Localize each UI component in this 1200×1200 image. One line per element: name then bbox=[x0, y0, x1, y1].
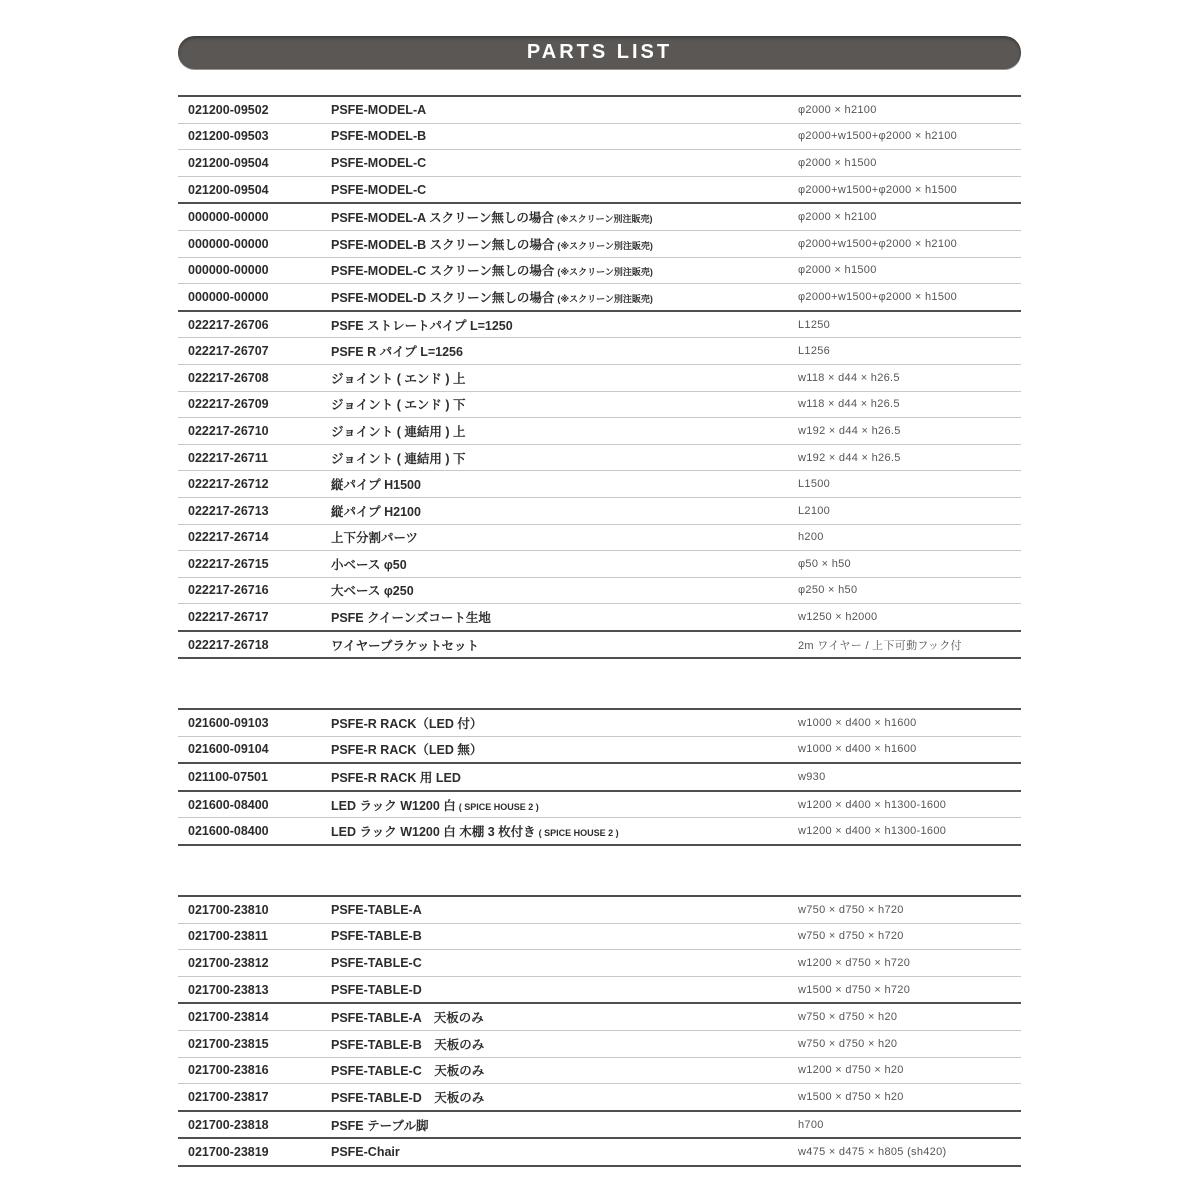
part-size: φ2000+w1500+φ2000 × h2100 bbox=[798, 237, 958, 250]
part-name-cell bbox=[331, 235, 798, 253]
part-name-cell bbox=[331, 1116, 798, 1134]
part-code: 021200-09503 bbox=[188, 129, 269, 144]
part-name-cell bbox=[331, 768, 798, 786]
part-name-cell bbox=[331, 1035, 798, 1053]
part-code: 021700-23819 bbox=[188, 1145, 269, 1160]
table-row bbox=[178, 1058, 1021, 1085]
part-name: PSFE ストレートパイプ L=1250 bbox=[331, 318, 513, 333]
part-note: (※スクリーン別注販売) bbox=[557, 267, 653, 278]
table-row bbox=[178, 737, 1021, 765]
table-row bbox=[178, 177, 1021, 205]
part-note: (※スクリーン別注販売) bbox=[557, 293, 653, 304]
part-size: w1200 × d400 × h1300-1600 bbox=[798, 825, 947, 838]
table-row bbox=[178, 924, 1021, 951]
part-name: 縦パイプ H2100 bbox=[331, 504, 421, 519]
part-name-cell bbox=[331, 983, 798, 997]
part-name-cell bbox=[331, 316, 798, 334]
part-name-cell bbox=[331, 103, 798, 117]
part-size: φ2000+w1500+φ2000 × h1500 bbox=[798, 290, 958, 303]
page-title: PARTS LIST bbox=[526, 41, 673, 63]
part-name-cell bbox=[331, 261, 798, 279]
part-name: PSFE-TABLE-A bbox=[331, 902, 422, 917]
part-name: PSFE-MODEL-B スクリーン無しの場合 bbox=[331, 237, 555, 252]
part-code: 022217-26706 bbox=[188, 317, 269, 332]
table-row bbox=[178, 471, 1021, 498]
part-code: 022217-26717 bbox=[188, 610, 269, 625]
part-size: w192 × d44 × h26.5 bbox=[798, 424, 901, 437]
part-code: 021200-09504 bbox=[188, 182, 269, 197]
part-name: 上下分割パーツ bbox=[331, 531, 419, 546]
part-name: PSFE-TABLE-C bbox=[331, 955, 422, 970]
table-row bbox=[178, 150, 1021, 177]
table-row bbox=[178, 897, 1021, 924]
part-name-cell bbox=[331, 475, 798, 493]
part-name: PSFE-R RACK 用 LED bbox=[331, 770, 461, 785]
part-size: w1000 × d400 × h1600 bbox=[798, 716, 917, 729]
part-size: φ2000 × h1500 bbox=[798, 264, 877, 277]
part-name-cell bbox=[331, 395, 798, 413]
part-size: w750 × d750 × h720 bbox=[798, 903, 904, 916]
table-row bbox=[178, 124, 1021, 151]
part-size: L2100 bbox=[798, 504, 831, 517]
part-name-cell bbox=[331, 129, 798, 143]
part-name: PSFE テーブル脚 bbox=[331, 1118, 429, 1133]
part-name: PSFE-TABLE-D bbox=[331, 982, 422, 997]
table-row bbox=[178, 764, 1021, 792]
part-size: w1200 × d750 × h20 bbox=[798, 1064, 904, 1077]
part-code: 022217-26709 bbox=[188, 397, 269, 412]
part-size: h200 bbox=[798, 531, 824, 544]
part-size: L1500 bbox=[798, 478, 831, 491]
part-size: w750 × d750 × h20 bbox=[798, 1037, 898, 1050]
part-code: 021200-09504 bbox=[188, 155, 269, 170]
part-name-cell bbox=[331, 929, 798, 943]
table-row bbox=[178, 1139, 1021, 1167]
table-row bbox=[178, 1031, 1021, 1058]
part-size: w475 × d475 × h805 (sh420) bbox=[798, 1146, 947, 1159]
table-row bbox=[178, 604, 1021, 632]
part-name: PSFE-TABLE-B 天板のみ bbox=[331, 1037, 485, 1052]
part-name-cell bbox=[331, 1061, 798, 1079]
part-size: w1250 × h2000 bbox=[798, 611, 878, 624]
part-code: 021600-08400 bbox=[188, 824, 269, 839]
part-name: ジョイント ( エンド ) 上 bbox=[331, 371, 466, 386]
part-name: 縦パイプ H1500 bbox=[331, 478, 421, 493]
table-row bbox=[178, 977, 1021, 1005]
parts-section-tables bbox=[178, 895, 1021, 1167]
table-row bbox=[178, 338, 1021, 365]
table-row bbox=[178, 498, 1021, 525]
part-name-cell bbox=[331, 1145, 798, 1159]
part-code: 021700-23817 bbox=[188, 1089, 269, 1104]
part-name-cell bbox=[331, 581, 798, 599]
part-size: 2m ワイヤー / 上下可動フック付 bbox=[798, 639, 962, 652]
part-note: (※スクリーン別注販売) bbox=[557, 240, 653, 251]
part-size: φ2000 × h2100 bbox=[798, 211, 877, 224]
table-row bbox=[178, 551, 1021, 578]
part-code: 021700-23810 bbox=[188, 902, 269, 917]
part-code: 021700-23812 bbox=[188, 955, 269, 970]
part-size: w118 × d44 × h26.5 bbox=[798, 398, 900, 411]
table-row bbox=[178, 445, 1021, 472]
part-name-cell bbox=[331, 636, 798, 654]
part-size: φ2000+w1500+φ2000 × h2100 bbox=[798, 130, 958, 143]
part-size: w118 × d44 × h26.5 bbox=[798, 371, 900, 384]
part-name: PSFE-MODEL-D スクリーン無しの場合 bbox=[331, 290, 555, 305]
part-code: 021600-09103 bbox=[188, 715, 269, 730]
part-size: w192 × d44 × h26.5 bbox=[798, 451, 901, 464]
part-size: φ250 × h50 bbox=[798, 584, 858, 597]
table-row bbox=[178, 578, 1021, 605]
part-name: PSFE-R RACK（LED 付） bbox=[331, 716, 483, 731]
part-code: 021600-08400 bbox=[188, 797, 269, 812]
part-code: 022217-26711 bbox=[188, 450, 268, 465]
part-name: PSFE-MODEL-A bbox=[331, 102, 427, 117]
part-name-cell bbox=[331, 369, 798, 387]
part-size: w750 × d750 × h720 bbox=[798, 930, 904, 943]
part-name: 小ベース φ50 bbox=[331, 557, 407, 572]
part-name: ワイヤーブラケットセット bbox=[331, 638, 480, 653]
part-name-cell bbox=[331, 342, 798, 360]
part-name: LED ラック W1200 白 木棚 3 枚付き bbox=[331, 825, 536, 840]
part-code: 000000-00000 bbox=[188, 210, 269, 225]
part-name-cell bbox=[331, 822, 798, 840]
table-row bbox=[178, 1004, 1021, 1031]
parts-section-screens bbox=[178, 95, 1021, 659]
part-name: PSFE-MODEL-B bbox=[331, 129, 427, 144]
part-name-cell bbox=[331, 422, 798, 440]
parts-section-racks bbox=[178, 708, 1021, 846]
part-name-cell bbox=[331, 183, 798, 197]
table-row bbox=[178, 258, 1021, 285]
part-code: 021700-23816 bbox=[188, 1063, 269, 1078]
part-code: 000000-00000 bbox=[188, 263, 269, 278]
part-size: w1500 × d750 × h720 bbox=[798, 983, 911, 996]
part-code: 022217-26714 bbox=[188, 530, 269, 545]
part-size: w1200 × d750 × h720 bbox=[798, 956, 911, 969]
part-size: w1500 × d750 × h20 bbox=[798, 1090, 904, 1103]
header-banner bbox=[178, 36, 1021, 69]
table-row bbox=[178, 312, 1021, 339]
part-name-cell bbox=[331, 528, 798, 546]
part-name-cell bbox=[331, 208, 798, 226]
part-note: ( SPICE HOUSE 2 ) bbox=[538, 828, 619, 839]
part-name: PSFE-MODEL-C bbox=[331, 182, 427, 197]
table-row bbox=[178, 710, 1021, 737]
part-code: 021700-23811 bbox=[188, 929, 268, 944]
part-name-cell bbox=[331, 502, 798, 520]
part-name-cell bbox=[331, 449, 798, 467]
part-name: ジョイント ( 連結用 ) 下 bbox=[331, 451, 466, 466]
part-code: 021700-23815 bbox=[188, 1036, 269, 1051]
part-size: φ2000 × h2100 bbox=[798, 103, 877, 116]
table-row bbox=[178, 97, 1021, 124]
part-code: 021700-23814 bbox=[188, 1010, 269, 1025]
part-code: 000000-00000 bbox=[188, 289, 269, 304]
part-name: PSFE R パイプ L=1256 bbox=[331, 345, 463, 360]
part-name-cell bbox=[331, 903, 798, 917]
part-note: (※スクリーン別注販売) bbox=[556, 214, 653, 225]
part-name-cell bbox=[331, 740, 798, 758]
part-name: ジョイント ( 連結用 ) 上 bbox=[331, 424, 466, 439]
part-name: 大ベース φ250 bbox=[331, 584, 414, 599]
part-name: PSFE クイーンズコート生地 bbox=[331, 611, 491, 626]
part-name-cell bbox=[331, 714, 798, 732]
part-note: ( SPICE HOUSE 2 ) bbox=[458, 801, 539, 812]
part-code: 022217-26712 bbox=[188, 477, 269, 492]
part-code: 021600-09104 bbox=[188, 742, 269, 757]
part-size: L1256 bbox=[798, 345, 831, 358]
part-size: φ2000 × h1500 bbox=[798, 156, 877, 169]
part-name: PSFE-TABLE-C 天板のみ bbox=[331, 1064, 485, 1079]
part-name-cell bbox=[331, 288, 798, 306]
part-code: 022217-26710 bbox=[188, 423, 269, 438]
table-row bbox=[178, 1084, 1021, 1112]
table-row bbox=[178, 818, 1021, 846]
part-name-cell bbox=[331, 608, 798, 626]
part-code: 022217-26715 bbox=[188, 556, 269, 571]
part-code: 021100-07501 bbox=[188, 769, 268, 784]
part-size: w1000 × d400 × h1600 bbox=[798, 743, 917, 756]
part-size: w750 × d750 × h20 bbox=[798, 1011, 898, 1024]
part-name: PSFE-TABLE-D 天板のみ bbox=[331, 1090, 485, 1105]
part-size: L1250 bbox=[798, 318, 831, 331]
table-row bbox=[178, 365, 1021, 392]
table-row bbox=[178, 231, 1021, 258]
part-size: φ2000+w1500+φ2000 × h1500 bbox=[798, 183, 958, 196]
part-code: 022217-26708 bbox=[188, 370, 269, 385]
part-size: w1200 × d400 × h1300-1600 bbox=[798, 798, 947, 811]
part-code: 021700-23813 bbox=[188, 982, 269, 997]
part-code: 022217-26718 bbox=[188, 637, 269, 652]
table-row bbox=[178, 204, 1021, 231]
part-name: ジョイント ( エンド ) 下 bbox=[331, 398, 466, 413]
part-code: 022217-26713 bbox=[188, 503, 269, 518]
part-name: PSFE-Chair bbox=[331, 1145, 400, 1160]
table-row bbox=[178, 1112, 1021, 1140]
table-row bbox=[178, 418, 1021, 445]
table-row bbox=[178, 792, 1021, 819]
table-row bbox=[178, 284, 1021, 312]
part-name: PSFE-MODEL-C スクリーン無しの場合 bbox=[331, 264, 555, 279]
part-name-cell bbox=[331, 1008, 798, 1026]
part-code: 021200-09502 bbox=[188, 102, 269, 117]
part-name: PSFE-MODEL-A スクリーン無しの場合 bbox=[331, 211, 554, 226]
part-name-cell bbox=[331, 555, 798, 573]
part-size: φ50 × h50 bbox=[798, 557, 851, 570]
table-row bbox=[178, 392, 1021, 419]
part-name-cell bbox=[331, 156, 798, 170]
part-size: h700 bbox=[798, 1118, 824, 1131]
part-name: PSFE-MODEL-C bbox=[331, 155, 427, 170]
table-row bbox=[178, 632, 1021, 660]
part-name: PSFE-TABLE-A 天板のみ bbox=[331, 1011, 484, 1026]
part-code: 022217-26707 bbox=[188, 344, 269, 359]
part-size: w930 bbox=[798, 770, 826, 783]
part-name: LED ラック W1200 白 bbox=[331, 798, 456, 813]
table-row bbox=[178, 525, 1021, 552]
table-row bbox=[178, 950, 1021, 977]
part-name-cell bbox=[331, 796, 798, 814]
part-code: 000000-00000 bbox=[188, 236, 269, 251]
part-code: 022217-26716 bbox=[188, 583, 269, 598]
part-name-cell bbox=[331, 956, 798, 970]
part-code: 021700-23818 bbox=[188, 1117, 269, 1132]
part-name-cell bbox=[331, 1088, 798, 1106]
part-name: PSFE-TABLE-B bbox=[331, 929, 422, 944]
part-name: PSFE-R RACK（LED 無） bbox=[331, 743, 483, 758]
